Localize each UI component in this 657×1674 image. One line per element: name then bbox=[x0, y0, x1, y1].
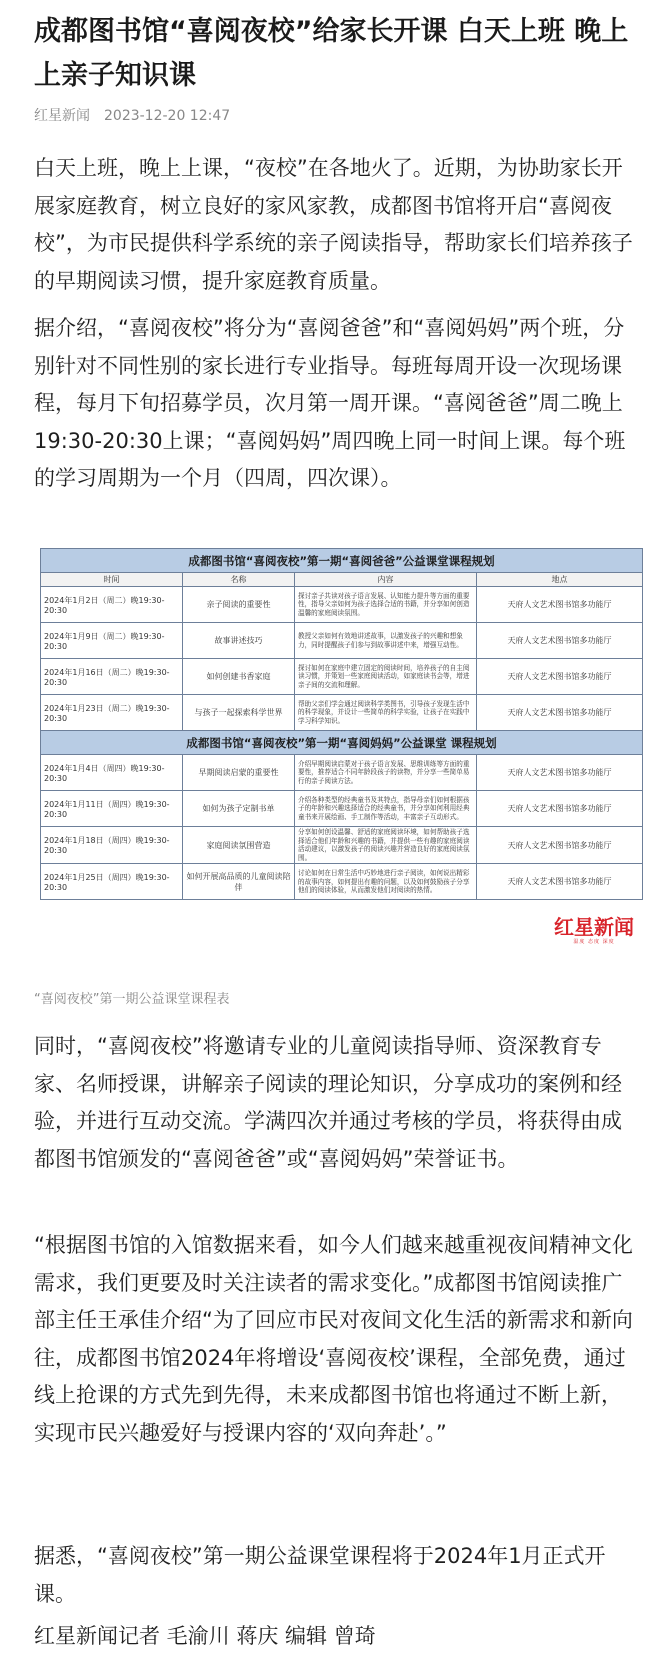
course-location: 天府人文艺术图书馆多功能厅 bbox=[477, 587, 643, 623]
course-location: 天府人文艺术图书馆多功能厅 bbox=[477, 864, 643, 900]
header-name: 名称 bbox=[183, 573, 295, 587]
schedule-row bbox=[41, 864, 643, 900]
article-datetime: 2023-12-20 12:47 bbox=[104, 108, 231, 124]
article-title: 成都图书馆“喜阅夜校”给家长开课 白天上班 晚上上亲子知识课 bbox=[34, 16, 629, 91]
schedule-row bbox=[41, 623, 643, 659]
header-time: 时间 bbox=[41, 573, 183, 587]
course-location: 天府人文艺术图书馆多功能厅 bbox=[477, 695, 643, 731]
course-time: 2024年1月4日（周四）晚19:30-20:30 bbox=[41, 755, 183, 791]
course-content: 探讨亲子共读对孩子语言发展、认知能力提升等方面的重要性，指导父亲如何为孩子选择合适的书籍，并分享如何创造温馨的家庭阅读氛围。 bbox=[295, 587, 477, 623]
course-content: 介绍早期阅读启蒙对于孩子语言发展、思维训练等方面的重要性，推荐适合不同年龄段孩子的读物，并分享一些简单易行的亲子阅读方法。 bbox=[295, 755, 477, 791]
course-time: 2024年1月16日（周二）晚19:30-20:30 bbox=[41, 659, 183, 695]
course-location: 天府人文艺术图书馆多功能厅 bbox=[477, 827, 643, 864]
header-content: 内容 bbox=[295, 573, 477, 587]
course-name: 如何开展高品质的儿童阅读陪伴 bbox=[183, 864, 295, 900]
course-content: 探讨如何在家庭中建立固定的阅读时间，培养孩子的自主阅读习惯，并策划一些家庭阅读活动，如家庭读书会等，增进亲子间的交流和理解。 bbox=[295, 659, 477, 695]
course-name: 亲子阅读的重要性 bbox=[183, 587, 295, 623]
schedule-row bbox=[41, 755, 643, 791]
paragraph-byline: 红星新闻记者 毛渝川 蒋庆 编辑 曾琦 bbox=[34, 1624, 376, 1648]
article-source[interactable]: 红星新闻 bbox=[34, 108, 90, 124]
course-time: 2024年1月2日（周二）晚19:30-20:30 bbox=[41, 587, 183, 623]
course-name: 故事讲述技巧 bbox=[183, 623, 295, 659]
schedule-row bbox=[41, 827, 643, 864]
course-name: 如何创建书香家庭 bbox=[183, 659, 295, 695]
course-location: 天府人文艺术图书馆多功能厅 bbox=[477, 659, 643, 695]
course-time: 2024年1月25日（周四）晚19:30-20:30 bbox=[41, 864, 183, 900]
article-meta bbox=[34, 105, 230, 125]
course-location: 天府人文艺术图书馆多功能厅 bbox=[477, 791, 643, 827]
schedule-row bbox=[41, 587, 643, 623]
course-location: 天府人文艺术图书馆多功能厅 bbox=[477, 623, 643, 659]
course-name: 家庭阅读氛围营造 bbox=[183, 827, 295, 864]
mothers-table-title: 成都图书馆“喜阅夜校”第一期“喜阅妈妈”公益课堂 课程规划 bbox=[41, 731, 643, 755]
fathers-table-title: 成都图书馆“喜阅夜校”第一期“喜阅爸爸”公益课堂课程规划 bbox=[41, 549, 643, 573]
watermark-logo bbox=[554, 916, 634, 945]
course-name: 早期阅读启蒙的重要性 bbox=[183, 755, 295, 791]
course-content: 介绍各种类型的经典童书及其特点，指导母亲们如何根据孩子的年龄和兴趣选择适合的经典童书，并分享如何利用经典童书来开展绘画、手工制作等活动，丰富亲子互动形式。 bbox=[295, 791, 477, 827]
paragraph-quote: “根据图书馆的入馆数据来看，如今人们越来越重视夜间精神文化需求，我们更要及时关注读者的需求变化。”成都图书馆阅读推广部主任王承佳介绍“为了回应市民对夜间文化生活的新需求和新向往，成都图书馆2024年将增设‘喜阅夜校’课程，全部免费，通过线上抢课的方式先到先得，未来成都图书馆也将通过不断上新，实现市民兴趣爱好与授课内容的‘双向奔赴’。” bbox=[34, 1233, 633, 1445]
image-caption: “喜阅夜校”第一期公益课堂课程表 bbox=[34, 992, 230, 1007]
course-content: 分享如何创设温馨、舒适的家庭阅读环境，如何帮助孩子选择适合他们年龄和兴趣的书籍，并提供一些有趣的家庭阅读活动建议，以激发孩子的阅读兴趣并营造良好的家庭阅读氛围。 bbox=[295, 827, 477, 864]
schedule-image bbox=[40, 548, 642, 951]
course-content: 帮助父亲们学会通过阅读科学类图书，引导孩子发现生活中的科学现象，并设计一些简单的科学实验，让孩子在实践中学习科学知识。 bbox=[295, 695, 477, 731]
schedule-row bbox=[41, 791, 643, 827]
course-content: 讨论如何在日常生活中巧妙地进行亲子阅读，如何说出精彩的故事内容，如何提出有趣的问题，以及如何鼓励孩子分享他们的阅读体验，从而激发他们对阅读的热情。 bbox=[295, 864, 477, 900]
paragraph-intro: 白天上班，晚上上课，“夜校”在各地火了。近期，为协助家长开展家庭教育，树立良好的家风家教，成都图书馆将开启“喜阅夜校”，为市民提供科学系统的亲子阅读指导，帮助家长们培养孩子的早期阅读习惯，提升家庭教育质量。 bbox=[34, 156, 633, 293]
schedule-row bbox=[41, 659, 643, 695]
watermark-logo-text: 红星新闻 bbox=[554, 915, 634, 939]
course-content: 教授父亲如何有效地讲述故事，以激发孩子的兴趣和想象力，同时提醒孩子们参与到故事讲述中来，增强互动性。 bbox=[295, 623, 477, 659]
course-time: 2024年1月18日（周四）晚19:30-20:30 bbox=[41, 827, 183, 864]
course-location: 天府人文艺术图书馆多功能厅 bbox=[477, 755, 643, 791]
course-time: 2024年1月9日（周二）晚19:30-20:30 bbox=[41, 623, 183, 659]
paragraph-start-date: 据悉，“喜阅夜校”第一期公益课堂课程将于2024年1月正式开课。 bbox=[34, 1544, 606, 1606]
course-name: 如何为孩子定制书单 bbox=[183, 791, 295, 827]
schedule-table bbox=[40, 548, 643, 900]
paragraph-classes: 据介绍，“喜阅夜校”将分为“喜阅爸爸”和“喜阅妈妈”两个班，分别针对不同性别的家长进行专业指导。每班每周开设一次现场课程，每月下旬招募学员，次月第一周开课。“喜阅爸爸”周二晚上19:30-20:30上课；“喜阅妈妈”周四晚上同一时间上课。每个班的学习周期为一个月（四周，四次课）。 bbox=[34, 316, 626, 490]
paragraph-teachers: 同时，“喜阅夜校”将邀请专业的儿童阅读指导师、资深教育专家、名师授课，讲解亲子阅读的理论知识，分享成功的案例和经验，并进行互动交流。学满四次并通过考核的学员，将获得由成都图书馆颁发的“喜阅爸爸”或“喜阅妈妈”荣誉证书。 bbox=[34, 1034, 622, 1171]
header-location: 地点 bbox=[477, 573, 643, 587]
course-time: 2024年1月23日（周二）晚19:30-20:30 bbox=[41, 695, 183, 731]
schedule-row bbox=[41, 695, 643, 731]
watermark-tagline: 温度 态度 深度 bbox=[573, 939, 615, 945]
course-time: 2024年1月11日（周四）晚19:30-20:30 bbox=[41, 791, 183, 827]
course-name: 与孩子一起探索科学世界 bbox=[183, 695, 295, 731]
